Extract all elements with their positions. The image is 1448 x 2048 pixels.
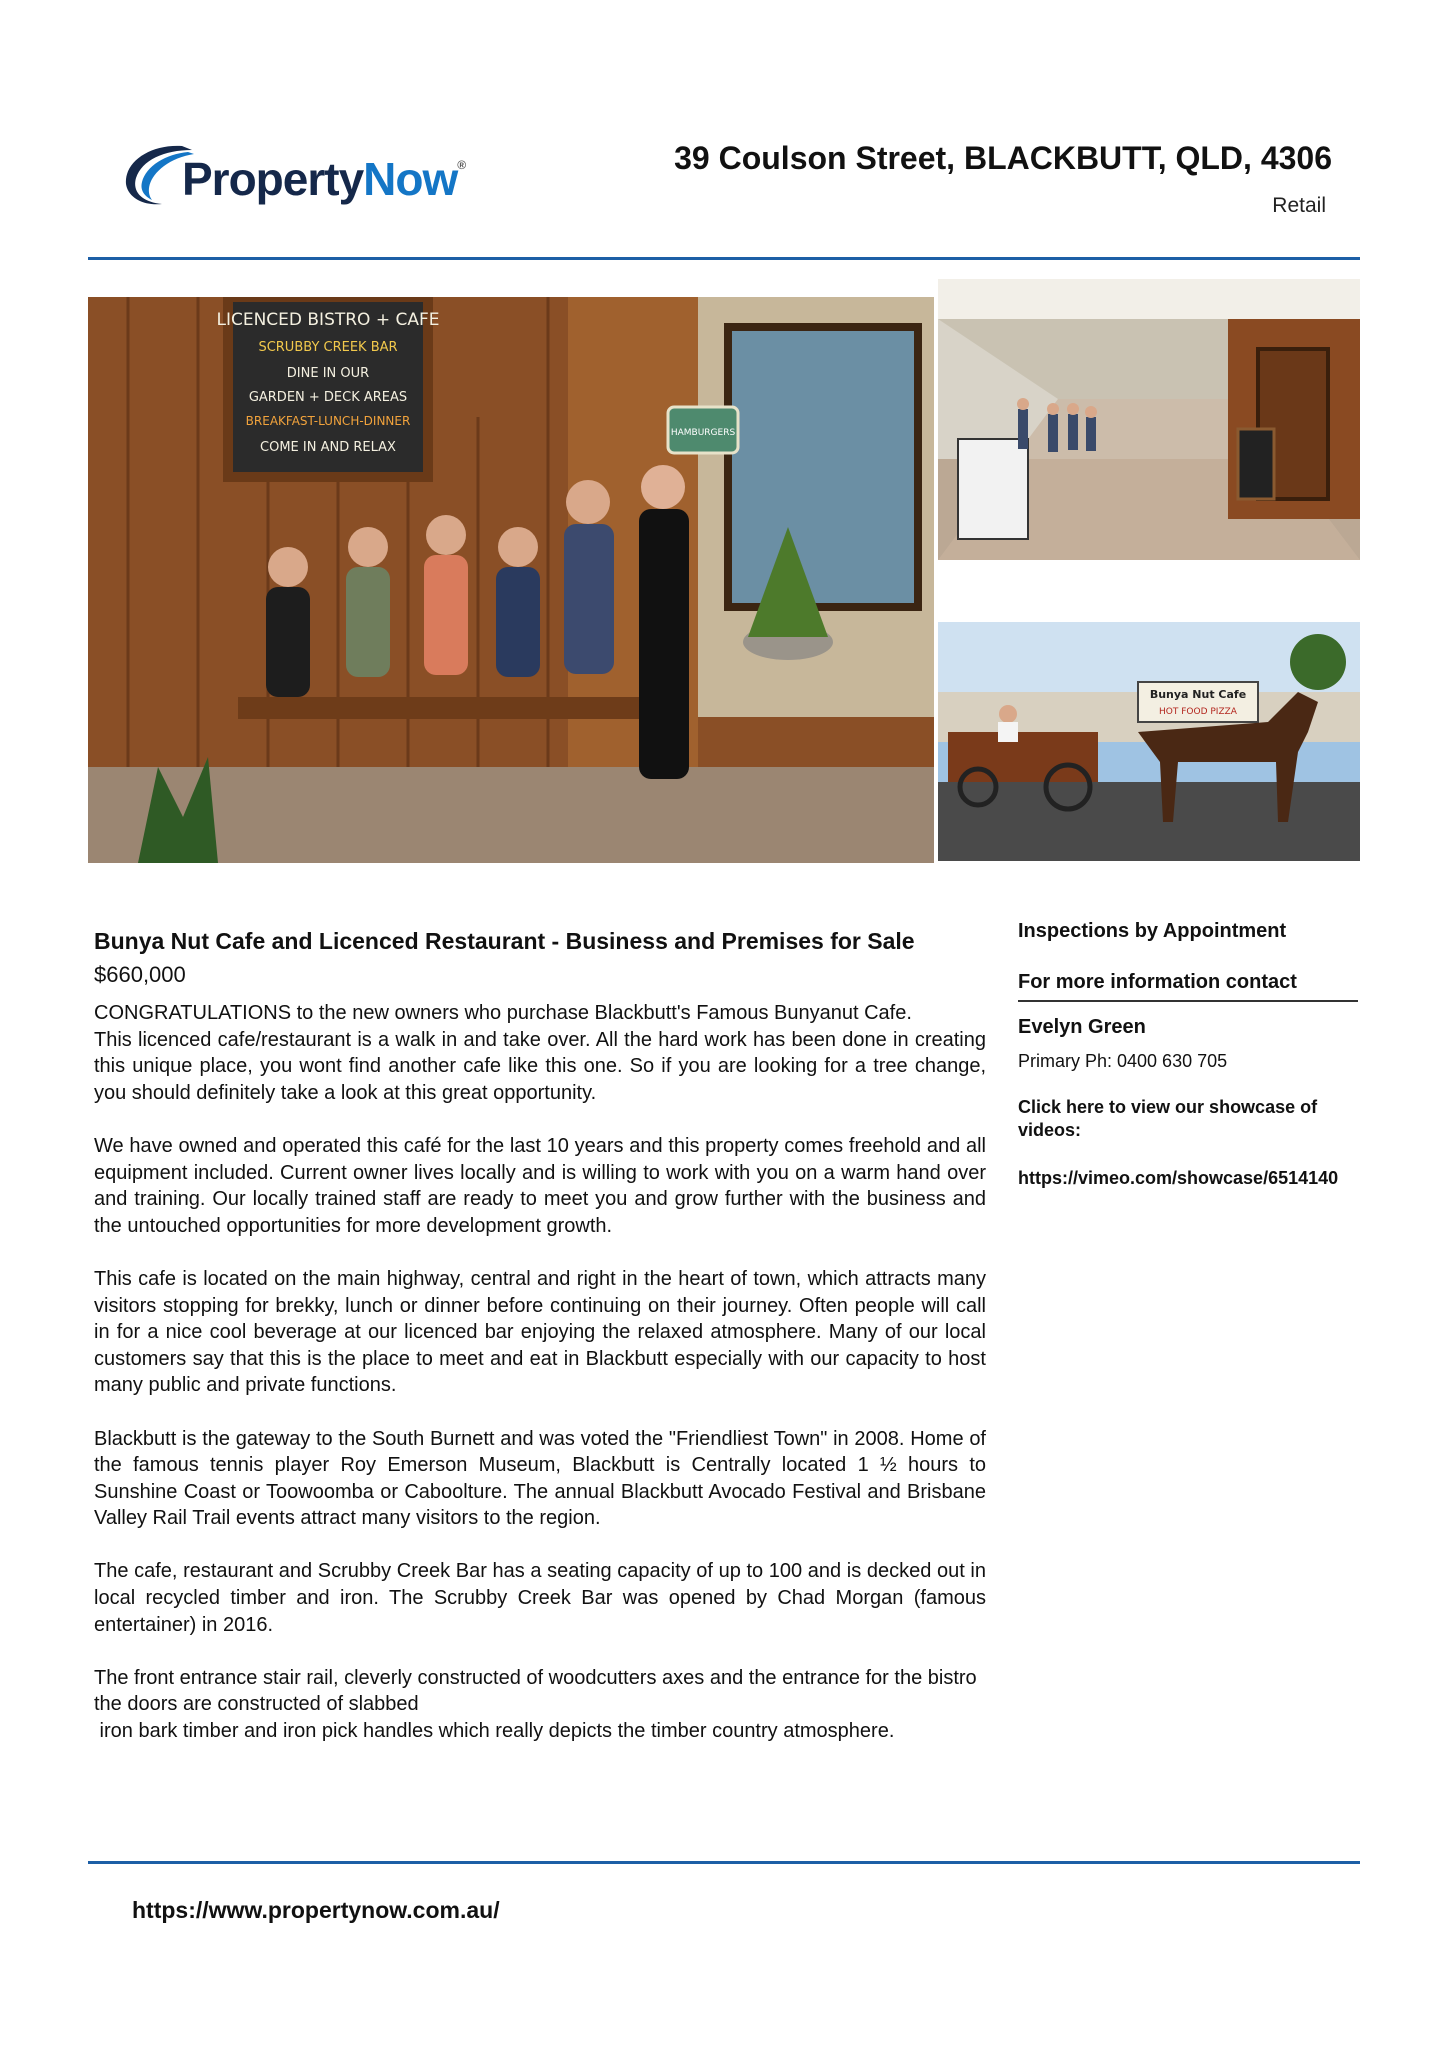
contact-heading: For more information contact	[1018, 971, 1358, 1002]
photo-horse-cart	[938, 622, 1360, 861]
property-now-logo	[122, 138, 472, 218]
description-paragraph: CONGRATULATIONS to the new owners who purchase Blackbutt's Famous Bunyanut Cafe.	[94, 1002, 912, 1024]
description-paragraph: iron bark timber and iron pick handles which really depicts the timber country atmosphere.	[94, 1720, 895, 1743]
header-divider	[88, 257, 1360, 260]
description-paragraph: The front entrance stair rail, cleverly constructed of woodcutters axes and the entrance for the bistro the doors are constructed of slabbed	[94, 1666, 977, 1716]
listing-description	[94, 926, 986, 1745]
listing-title: Bunya Nut Cafe and Licenced Restaurant - Business and Premises for Sale	[94, 928, 915, 954]
chalkboard-line-4: GARDEN + DECK AREAS	[248, 390, 408, 405]
logo-word-now: Now	[363, 153, 458, 205]
street-cafe-sign-2: HOT FOOD PIZZA	[1159, 707, 1237, 717]
agent-phone[interactable]: Primary Ph: 0400 630 705	[1018, 1051, 1228, 1071]
chalkboard-line-1: LICENCED BISTRO + CAFE	[216, 310, 440, 330]
photo-street-verandah	[938, 279, 1360, 560]
chalkboard-line-5: BREAKFAST-LUNCH-DINNER	[245, 414, 411, 428]
listing-price: $660,000	[94, 962, 186, 987]
footer-divider	[88, 1861, 1360, 1864]
chalkboard-line-6: COME IN AND RELAX	[260, 440, 396, 455]
property-type: Retail	[1272, 194, 1326, 217]
property-address: 39 Coulson Street, BLACKBUTT, QLD, 4306	[674, 140, 1332, 176]
description-paragraph: We have owned and operated this café for the last 10 years and this property comes freehold and all equipment included. Current owner lives locally and is willing to work with you on a warm hand over and training. Our locally trained staff are ready to meet you and grow further with the business and the untouched opportunities for more development growth.	[94, 1134, 986, 1237]
street-cafe-sign: Bunya Nut Cafe	[1149, 688, 1247, 701]
footer-website-link[interactable]: https://www.propertynow.com.au/	[132, 1897, 500, 1923]
inspections-note: Inspections by Appointment	[1018, 920, 1287, 942]
hamburgers-sign: HAMBURGERS	[670, 428, 736, 438]
registered-mark: ®	[457, 158, 466, 172]
description-paragraph: This licenced cafe/restaurant is a walk in and take over. All the hard work has been done in creating this unique place, you wont find another cafe like this one. So if you are looking for a tree change, you should definitely take a look at this great opportunity.	[94, 1028, 986, 1104]
description-paragraph: This cafe is located on the main highway, central and right in the heart of town, which attracts many visitors stopping for brekky, lunch or dinner before continuing on their journey. Often people will call in for a nice cool beverage at our licenced bar enjoying the relaxed atmosphere. Many of our local customers say that this is the place to meet and eat in Blackbutt especially with our capacity to host many public and private functions.	[94, 1267, 986, 1397]
description-paragraph: Blackbutt is the gateway to the South Burnett and was voted the "Friendliest Town" in 2008. Home of the famous tennis player Roy Emerson Museum, Blackbutt is Centrally located 1 ½ hours to Sunshine Coast or Toowoomba or Caboolture. The annual Blackbutt Avocado Festival and Brisbane Valley Rail Trail events attract many visitors to the region.	[94, 1427, 986, 1530]
description-paragraph: The cafe, restaurant and Scrubby Creek Bar has a seating capacity of up to 100 and is decked out in local recycled timber and iron. The Scrubby Creek Bar was opened by Chad Morgan (famous entertainer) in 2016.	[94, 1560, 986, 1636]
contact-sidebar	[1018, 920, 1368, 1189]
chalkboard-line-3: DINE IN OUR	[286, 366, 370, 381]
logo-wordmark	[182, 152, 465, 206]
video-showcase-url[interactable]: https://vimeo.com/showcase/6514140	[1018, 1168, 1339, 1188]
chalkboard-line-2: SCRUBBY CREEK BAR	[258, 340, 398, 355]
agent-name: Evelyn Green	[1018, 1016, 1146, 1038]
main-photo-cafe-owners	[88, 297, 934, 863]
logo-word-property: Property	[182, 153, 364, 205]
showcase-link[interactable]: Click here to view our showcase of videos:	[1018, 1097, 1318, 1140]
